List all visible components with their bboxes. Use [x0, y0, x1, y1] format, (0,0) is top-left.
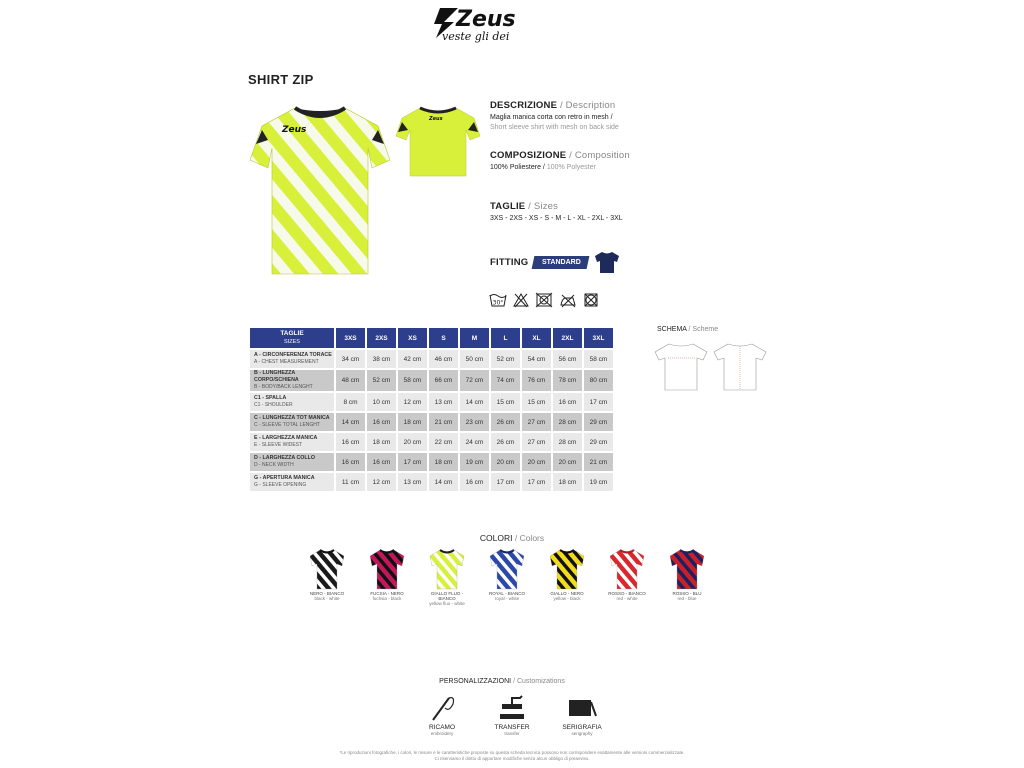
measurement-value: 66 cm — [429, 370, 458, 391]
size-table-row — [250, 370, 613, 391]
measurement-value: 14 cm — [460, 393, 489, 411]
needle-icon — [427, 694, 457, 722]
measurement-value: 24 cm — [460, 433, 489, 451]
measurement-value: 50 cm — [460, 350, 489, 368]
measurement-value: 20 cm — [491, 453, 520, 471]
description-label: DESCRIZIONE — [490, 100, 558, 111]
svg-text:Zeus: Zeus — [456, 7, 516, 32]
description-text-it: Maglia manica corta con retro in mesh / — [490, 114, 613, 121]
measurement-value: 28 cm — [553, 413, 582, 431]
measurement-label: G - APERTURA MANICA G - SLEEVE OPENING — [250, 473, 334, 491]
measurement-value: 23 cm — [460, 413, 489, 431]
measurement-value: 13 cm — [429, 393, 458, 411]
measurement-value: 11 cm — [336, 473, 365, 491]
measurement-schema-diagram — [654, 340, 774, 396]
shirt-front-image — [250, 100, 390, 278]
svg-text:veste gli dei: veste gli dei — [442, 30, 510, 43]
color-name-it: ROSSO - BLU — [672, 591, 702, 596]
measurement-value: 22 cm — [429, 433, 458, 451]
measurement-label: D - LARGHEZZA COLLO D - NECK WIDTH — [250, 453, 334, 471]
measurement-value: 72 cm — [460, 370, 489, 391]
screen-print-icon — [566, 694, 598, 722]
measurement-value: 27 cm — [522, 433, 551, 451]
color-swatch — [365, 548, 409, 606]
zeus-logo — [430, 4, 570, 44]
size-table-row — [250, 453, 613, 471]
measurement-value: 34 cm — [336, 350, 365, 368]
no-bleach-icon — [513, 292, 529, 308]
customization-serigraphy: SERIGRAFIA serigraphy — [560, 694, 604, 736]
measurement-value: 80 cm — [584, 370, 613, 391]
fitting-badge: STANDARD — [532, 256, 590, 269]
press-icon — [496, 694, 528, 722]
sizes-list: 3XS - 2XS - XS - S - M - L - XL - 2XL - 3XL — [490, 215, 623, 222]
measurement-label: A - CIRCONFERENZA TORACE A - CHEST MEASUREMENT — [250, 350, 334, 368]
svg-text:30°: 30° — [492, 299, 504, 307]
color-name-it: FUCSIA - NERO — [370, 591, 404, 596]
measurement-label: B - LUNGHEZZA CORPO/SCHIENA B - BODY/BACK LENGHT — [250, 370, 334, 391]
shirt-back-image — [396, 104, 480, 178]
customizations-title: PERSONALIZZAZIONI / Customizations — [439, 678, 565, 685]
color-name-en: red - white — [616, 596, 638, 601]
sizes-block: TAGLIE / Sizes 3XS - 2XS - XS - S - M - L - XL - 2XL - 3XL — [490, 201, 623, 222]
color-name-en: red - blue — [677, 596, 697, 601]
size-column-header: XL — [522, 328, 551, 348]
no-dry-clean-icon — [583, 292, 599, 308]
measurement-value: 38 cm — [367, 350, 396, 368]
color-swatch — [485, 548, 529, 606]
measurement-value: 15 cm — [491, 393, 520, 411]
measurement-value: 19 cm — [584, 473, 613, 491]
fitting-block — [490, 250, 620, 274]
fitting-label: FITTING — [490, 256, 529, 268]
size-column-header: 2XL — [553, 328, 582, 348]
measurement-value: 76 cm — [522, 370, 551, 391]
composition-block: COMPOSIZIONE / Composition 100% Poliestere / 100% Polyester — [490, 150, 630, 171]
size-column-header: L — [491, 328, 520, 348]
measurement-value: 28 cm — [553, 433, 582, 451]
shirt-color-icon — [548, 548, 586, 590]
size-column-header: 3XL — [584, 328, 613, 348]
size-table-body — [250, 350, 613, 491]
measurement-value: 10 cm — [367, 393, 396, 411]
size-table-row — [250, 393, 613, 411]
measurement-value: 16 cm — [553, 393, 582, 411]
measurement-value: 16 cm — [336, 433, 365, 451]
description-text-en: Short sleeve shirt with mesh on back side — [490, 123, 619, 131]
color-name-it: GIALLO - NERO — [550, 591, 584, 596]
color-name-it: GIALLO FLUO - BIANCO — [430, 591, 464, 601]
measurement-value: 58 cm — [398, 370, 427, 391]
color-name-en: fuchsia - black — [372, 596, 402, 601]
measurement-value: 78 cm — [553, 370, 582, 391]
measurement-value: 27 cm — [522, 413, 551, 431]
measurement-value: 18 cm — [429, 453, 458, 471]
fitting-shirt-icon — [594, 250, 620, 274]
size-table-row — [250, 413, 613, 431]
measurement-value: 26 cm — [491, 413, 520, 431]
measurement-value: 52 cm — [367, 370, 396, 391]
size-table-row — [250, 473, 613, 491]
color-name-en: yellow - black — [553, 596, 581, 601]
sizes-label-en: Sizes — [533, 201, 559, 212]
color-swatch — [665, 548, 709, 606]
size-column-header: 2XS — [367, 328, 396, 348]
measurement-label: C1 - SPALLA C1 - SHOULDER — [250, 393, 334, 411]
measurement-value: 18 cm — [398, 413, 427, 431]
measurement-value: 56 cm — [553, 350, 582, 368]
measurement-value: 18 cm — [367, 433, 396, 451]
description-label-en: Description — [565, 100, 616, 111]
disclaimer-line-1: *Le riproduzioni fotografiche, i colori, le misure e le caratteristiche proposte su questa scheda tecnica possono non corrispondere esattamente alle versioni commercializzate. — [339, 750, 685, 755]
measurement-value: 54 cm — [522, 350, 551, 368]
no-iron-icon — [559, 292, 577, 308]
disclaimer — [200, 750, 824, 761]
measurement-value: 17 cm — [398, 453, 427, 471]
measurement-value: 14 cm — [429, 473, 458, 491]
measurement-value: 13 cm — [398, 473, 427, 491]
composition-text-en: 100% Polyester — [546, 164, 596, 171]
measurement-value: 42 cm — [398, 350, 427, 368]
care-icons — [489, 292, 599, 308]
color-swatch — [305, 548, 349, 606]
color-swatch — [425, 548, 469, 606]
svg-text:Zeus: Zeus — [282, 125, 307, 135]
measurement-value: 15 cm — [522, 393, 551, 411]
measurement-value: 16 cm — [336, 453, 365, 471]
shirt-color-icon — [488, 548, 526, 590]
composition-text-it: 100% Poliestere / — [490, 164, 545, 171]
no-tumble-dry-icon — [535, 292, 553, 308]
measurement-value: 58 cm — [584, 350, 613, 368]
measurement-value: 21 cm — [584, 453, 613, 471]
size-table — [248, 326, 615, 493]
sizes-label: TAGLIE — [490, 201, 526, 212]
measurement-value: 8 cm — [336, 393, 365, 411]
composition-label: COMPOSIZIONE — [490, 150, 567, 161]
measurement-value: 26 cm — [491, 433, 520, 451]
measurement-value: 17 cm — [584, 393, 613, 411]
measurement-value: 21 cm — [429, 413, 458, 431]
shirt-color-icon — [608, 548, 646, 590]
measurement-value: 16 cm — [367, 413, 396, 431]
color-swatches — [305, 548, 709, 606]
color-swatch — [605, 548, 649, 606]
measurement-value: 20 cm — [398, 433, 427, 451]
wash-30-icon — [489, 292, 507, 308]
size-column-header: XS — [398, 328, 427, 348]
measurement-label: E - LARGHEZZA MANICA E - SLEEVE WIDEST — [250, 433, 334, 451]
measurement-value: 18 cm — [553, 473, 582, 491]
measurement-value: 14 cm — [336, 413, 365, 431]
measurement-value: 17 cm — [522, 473, 551, 491]
size-column-header: M — [460, 328, 489, 348]
colors-title: COLORI / Colors — [479, 533, 545, 543]
composition-label-en: Composition — [574, 150, 630, 161]
color-name-en: black - white — [314, 596, 340, 601]
measurement-value: 12 cm — [367, 473, 396, 491]
size-table-header — [250, 328, 613, 348]
color-name-en: royal - white — [494, 596, 520, 601]
size-table-row — [250, 433, 613, 451]
color-name-it: ROSSO - BIANCO — [608, 591, 646, 596]
measurement-value: 48 cm — [336, 370, 365, 391]
schema-title: SCHEMA / Scheme — [657, 326, 719, 333]
measurement-value: 29 cm — [584, 413, 613, 431]
measurement-value: 19 cm — [460, 453, 489, 471]
measurement-value: 74 cm — [491, 370, 520, 391]
measurement-value: 17 cm — [491, 473, 520, 491]
measurement-value: 20 cm — [522, 453, 551, 471]
color-name-it: NERO - BIANCO — [309, 591, 345, 596]
measurement-value: 16 cm — [460, 473, 489, 491]
measurement-value: 20 cm — [553, 453, 582, 471]
size-column-header: S — [429, 328, 458, 348]
measurement-value: 12 cm — [398, 393, 427, 411]
product-title: SHIRT ZIP — [248, 72, 314, 87]
shirt-color-icon — [428, 548, 466, 590]
description-block: DESCRIZIONE / Description Maglia manica corta con retro in mesh / Short sleeve shirt with mesh on back side — [490, 100, 619, 131]
svg-text:Zeus: Zeus — [429, 116, 443, 122]
measurement-value: 29 cm — [584, 433, 613, 451]
color-swatch — [545, 548, 589, 606]
color-name-it: ROYAL - BIANCO — [488, 591, 525, 596]
disclaimer-line-2: Ci riserviamo il diritto di apportare modifiche senza alcun obbligo di preavviso. — [434, 755, 590, 761]
shirt-color-icon — [368, 548, 406, 590]
measurement-label: C - LUNGHEZZA TOT MANICA C - SLEEVE TOTAL LENGHT — [250, 413, 334, 431]
measurement-value: 52 cm — [491, 350, 520, 368]
shirt-color-icon — [668, 548, 706, 590]
size-column-header: 3XS — [336, 328, 365, 348]
customization-options — [420, 694, 604, 736]
customization-embroidery: RICAMO embroidery — [420, 694, 464, 736]
size-table-corner: TAGLIE SIZES — [250, 328, 334, 348]
customization-transfer: TRANSFER transfer — [490, 694, 534, 736]
shirt-color-icon — [308, 548, 346, 590]
measurement-value: 16 cm — [367, 453, 396, 471]
size-table-row — [250, 350, 613, 368]
color-name-en: yellow fluo - white — [429, 601, 465, 606]
measurement-value: 46 cm — [429, 350, 458, 368]
